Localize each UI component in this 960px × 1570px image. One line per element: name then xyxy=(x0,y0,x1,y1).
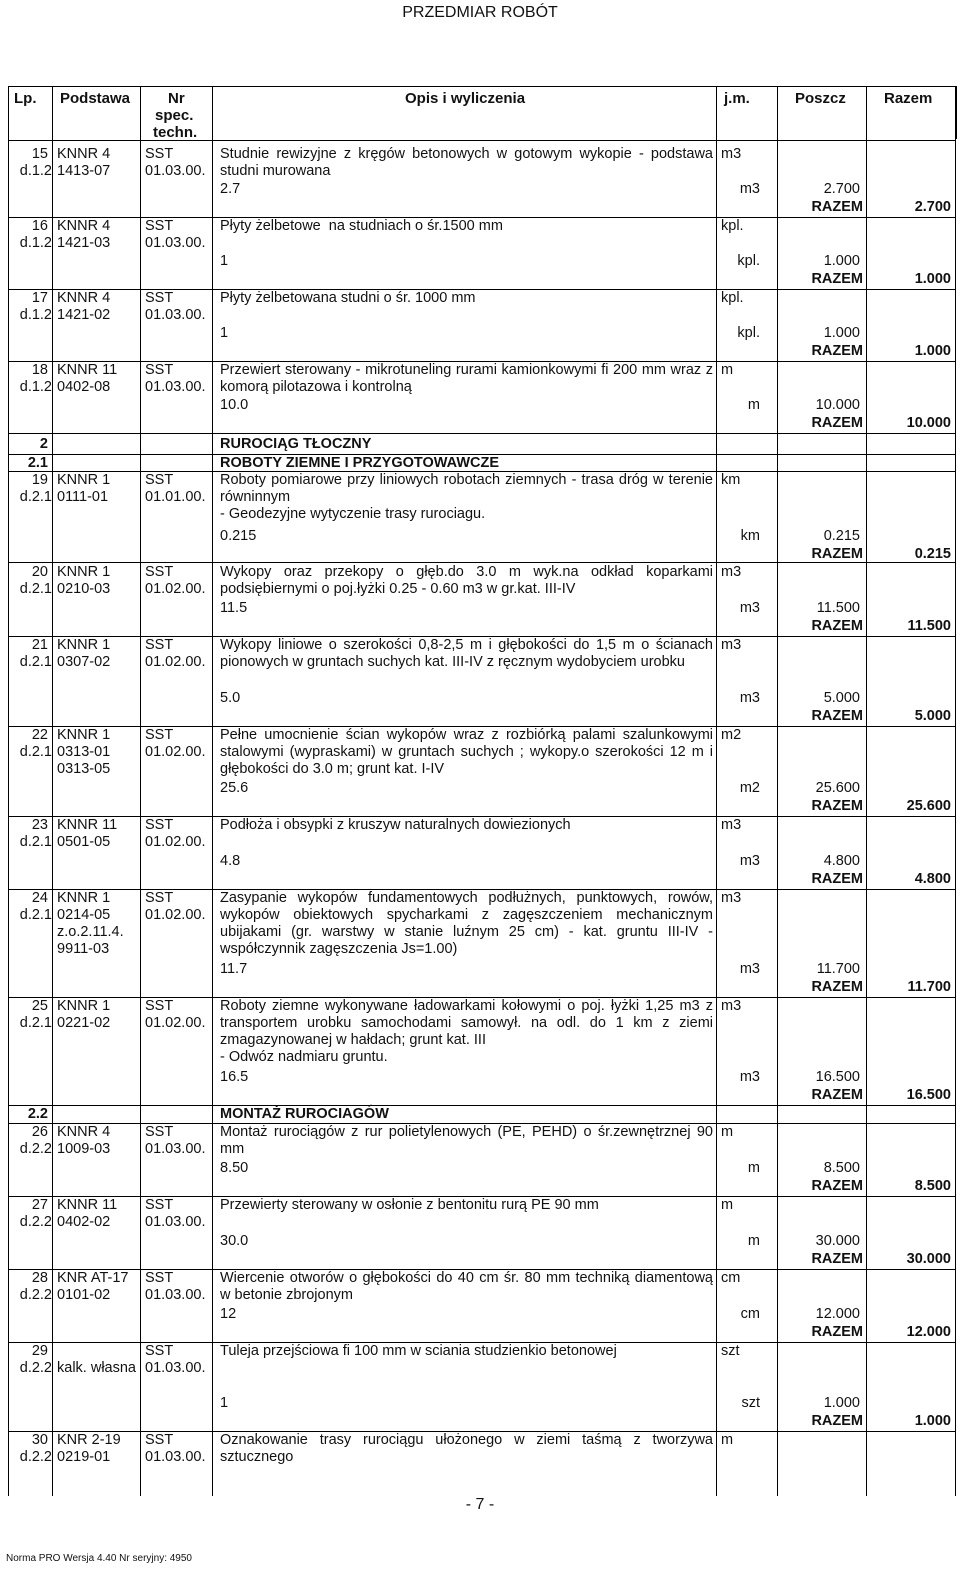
basis-catalog: KNNR 1 xyxy=(57,564,111,580)
item-unit: m3 xyxy=(721,564,742,580)
razem-value: 11.500 xyxy=(907,618,951,634)
quantity-value: 1.000 xyxy=(823,325,860,341)
quantity-value: 2.700 xyxy=(823,181,860,197)
spec-code: SST xyxy=(145,637,174,653)
item-description: Przewiert sterowany - mikrotuneling rurami kamionkowymi fi 200 mm wraz z komorą pilotazowa i kontrolną xyxy=(220,362,718,395)
spec-code: SST xyxy=(145,146,174,162)
razem-label: RAZEM xyxy=(811,271,863,287)
razem-label: RAZEM xyxy=(811,1087,863,1103)
razem-value: 4.800 xyxy=(914,871,951,887)
calc-expression: 11.5 xyxy=(220,600,248,616)
quantity-value: 12.000 xyxy=(815,1306,860,1322)
basis-catalog: KNNR 1 xyxy=(57,890,111,906)
item-description: Wiercenie otworów o głębokości do 40 cm śr. 80 mm techniką diamentową w betonie zbrojonym xyxy=(220,1270,718,1303)
col-nr-2: spec. xyxy=(155,107,194,124)
calc-unit: m xyxy=(747,397,760,413)
col-opis: Opis i wyliczenia xyxy=(405,90,526,107)
item-number: 28 xyxy=(31,1270,48,1286)
calc-unit: m3 xyxy=(739,600,760,616)
item-unit: szt xyxy=(721,1343,740,1359)
col-jm: j.m. xyxy=(724,90,750,107)
calc-unit: kpl. xyxy=(737,253,760,269)
calc-unit: m3 xyxy=(739,690,760,706)
page-header-title: PRZEDMIAR ROBÓT xyxy=(402,4,558,21)
calc-expression: 10.0 xyxy=(220,397,249,413)
basis-code: kalk. własna xyxy=(57,1360,136,1376)
item-unit: kpl. xyxy=(721,218,744,234)
calc-expression: 25.6 xyxy=(220,780,249,796)
item-description: Studnie rewizyjne z kręgów betonowych w gotowym wykopie - podstawa studni murowana xyxy=(220,146,718,179)
basis-code: 0214-05 xyxy=(57,907,111,923)
item-unit: m2 xyxy=(721,727,742,743)
basis-code: 0111-01 xyxy=(57,489,109,505)
item-number: 29 xyxy=(31,1343,48,1359)
spec-number: 01.03.00. xyxy=(145,235,206,251)
spec-code: SST xyxy=(145,472,174,488)
quantity-value: 25.600 xyxy=(815,780,860,796)
item-number: 25 xyxy=(31,998,48,1014)
razem-label: RAZEM xyxy=(811,798,863,814)
software-footer: Norma PRO Wersja 4.40 Nr seryjny: 4950 xyxy=(6,1553,192,1564)
section-number: 2 xyxy=(39,436,48,452)
basis-catalog: KNR 2-19 xyxy=(57,1432,121,1448)
spec-code: SST xyxy=(145,817,174,833)
spec-number: 01.02.00. xyxy=(145,581,206,597)
quantity-value: 8.500 xyxy=(823,1160,860,1176)
quantity-value: 4.800 xyxy=(823,853,860,869)
item-section-ref: d.1.2 xyxy=(19,379,52,395)
row-divider xyxy=(8,1123,956,1124)
item-section-ref: d.2.2 xyxy=(19,1449,52,1465)
quantity-value: 16.500 xyxy=(815,1069,860,1085)
razem-value: 16.500 xyxy=(906,1087,951,1103)
calc-unit: szt xyxy=(741,1395,760,1411)
quantity-value: 0.215 xyxy=(823,528,860,544)
spec-code: SST xyxy=(145,1197,174,1213)
grid-line xyxy=(955,86,956,1496)
col-nr-1: Nr xyxy=(168,90,185,107)
razem-value: 1.000 xyxy=(914,1413,951,1429)
item-section-ref: d.2.2 xyxy=(19,1287,52,1303)
section-title: ROBOTY ZIEMNE I PRZYGOTOWAWCZE xyxy=(220,455,500,471)
razem-label: RAZEM xyxy=(811,708,863,724)
calc-expression: 8.50 xyxy=(220,1160,249,1176)
spec-code: SST xyxy=(145,890,174,906)
item-section-ref: d.2.1 xyxy=(19,489,52,505)
section-number: 2.1 xyxy=(27,455,48,471)
item-description: Podłoża i obsypki z kruszyw naturalnych dowiezionych xyxy=(220,817,571,833)
item-description: Montaż rurociągów z rur polietylenowych (PE, PEHD) o śr.zewnętrznej 90 mm xyxy=(220,1124,718,1157)
razem-label: RAZEM xyxy=(811,618,863,634)
calc-unit: m xyxy=(747,1233,760,1249)
basis-code: 1421-03 xyxy=(57,235,111,251)
quantity-value: 10.000 xyxy=(815,397,860,413)
calc-expression: 5.0 xyxy=(220,690,241,706)
item-description: Pełne umocnienie ścian wykopów wraz z rozbiórką palami szalunkowymi stalowymi (wypraskami) w gruntach suchych ; wykopy.o szerokości 12 m i głębokości do 3.0 m; grunt kat. I-IV xyxy=(220,727,718,777)
calc-expression: 12 xyxy=(220,1306,237,1322)
basis-catalog: KNNR 4 xyxy=(57,146,111,162)
row-divider xyxy=(8,471,956,472)
spec-number: 01.02.00. xyxy=(145,907,206,923)
item-unit: m3 xyxy=(721,817,742,833)
razem-value: 1.000 xyxy=(914,271,951,287)
razem-label: RAZEM xyxy=(811,415,863,431)
spec-code: SST xyxy=(145,218,174,234)
razem-value: 5.000 xyxy=(914,708,951,724)
item-unit: m3 xyxy=(721,637,742,653)
item-description: Roboty ziemne wykonywane ładowarkami kołowymi o poj. łyżki 1,25 m3 z transportem urobku samochodami samowył. na odl. do 1 km z ziemi zmagazynowanej w hałdach; grunt kat. III - Odwóz nadmiaru gruntu. xyxy=(220,998,713,1065)
quantity-value: 30.000 xyxy=(815,1233,860,1249)
basis-catalog: KNNR 4 xyxy=(57,218,111,234)
basis-catalog: KNNR 11 xyxy=(57,1197,118,1213)
razem-value: 11.700 xyxy=(907,979,951,995)
spec-code: SST xyxy=(145,1270,174,1286)
calc-unit: m3 xyxy=(739,1069,760,1085)
col-razem: Razem xyxy=(884,90,933,107)
section-number: 2.2 xyxy=(27,1106,48,1122)
razem-label: RAZEM xyxy=(811,1251,863,1267)
col-nr-3: techn. xyxy=(153,124,198,141)
item-number: 23 xyxy=(31,817,48,833)
item-description: Przewierty sterowany w osłonie z bentonitu rurą PE 90 mm xyxy=(220,1197,599,1213)
razem-value: 25.600 xyxy=(906,798,951,814)
item-section-ref: d.2.2 xyxy=(19,1141,52,1157)
spec-code: SST xyxy=(145,1124,174,1140)
basis-code: 1009-03 xyxy=(57,1141,111,1157)
item-number: 19 xyxy=(31,472,48,488)
basis-catalog: KNNR 11 xyxy=(57,362,118,378)
razem-value: 12.000 xyxy=(906,1324,951,1340)
razem-label: RAZEM xyxy=(811,979,863,995)
razem-value: 10.000 xyxy=(906,415,951,431)
razem-label: RAZEM xyxy=(811,1413,863,1429)
item-section-ref: d.2.1 xyxy=(19,834,52,850)
item-section-ref: d.1.2 xyxy=(19,307,52,323)
calc-unit: m3 xyxy=(739,853,760,869)
item-section-ref: d.1.2 xyxy=(19,235,52,251)
col-poszcz: Poszcz xyxy=(795,90,846,107)
spec-number: 01.02.00. xyxy=(145,654,206,670)
basis-code: 0313-01 xyxy=(57,744,111,760)
basis-code: 1413-07 xyxy=(57,163,111,179)
item-unit: m xyxy=(721,362,734,378)
razem-value: 30.000 xyxy=(906,1251,951,1267)
item-number: 26 xyxy=(31,1124,48,1140)
basis-catalog: KNNR 1 xyxy=(57,727,111,743)
spec-code: SST xyxy=(145,290,174,306)
calc-expression: 16.5 xyxy=(220,1069,249,1085)
item-section-ref: d.2.2 xyxy=(19,1360,52,1376)
item-section-ref: d.2.1 xyxy=(19,581,52,597)
basis-code-extra: 9911-03 xyxy=(57,941,110,957)
razem-value: 8.500 xyxy=(914,1178,951,1194)
section-title: MONTAŻ RUROCIAGÓW xyxy=(220,1106,389,1122)
basis-code: 0210-03 xyxy=(57,581,111,597)
item-number: 17 xyxy=(31,290,48,306)
spec-number: 01.03.00. xyxy=(145,379,206,395)
row-divider xyxy=(8,562,956,563)
spec-number: 01.02.00. xyxy=(145,744,206,760)
basis-catalog: KNNR 1 xyxy=(57,472,111,488)
item-number: 16 xyxy=(31,218,48,234)
page-number: - 7 - xyxy=(465,1496,495,1513)
razem-label: RAZEM xyxy=(811,1324,863,1340)
basis-code: 0221-02 xyxy=(57,1015,111,1031)
razem-label: RAZEM xyxy=(811,199,863,215)
spec-number: 01.02.00. xyxy=(145,1015,206,1031)
item-number: 20 xyxy=(31,564,48,580)
quantity-value: 1.000 xyxy=(823,1395,860,1411)
item-section-ref: d.2.2 xyxy=(19,1214,52,1230)
spec-number: 01.03.00. xyxy=(145,1287,206,1303)
item-section-ref: d.1.2 xyxy=(19,163,52,179)
spec-number: 01.03.00. xyxy=(145,1360,206,1376)
grid-line xyxy=(52,86,53,1496)
razem-value: 0.215 xyxy=(914,546,951,562)
item-description: Płyty żelbetowana studni o śr. 1000 mm xyxy=(220,290,476,306)
item-number: 24 xyxy=(31,890,48,906)
grid-line xyxy=(212,86,213,1496)
calc-expression: 11.7 xyxy=(220,961,248,977)
basis-catalog: KNNR 1 xyxy=(57,998,111,1014)
item-section-ref: d.2.1 xyxy=(19,1015,52,1031)
item-unit: m xyxy=(721,1124,734,1140)
basis-catalog: KNR AT-17 xyxy=(57,1270,129,1286)
spec-number: 01.03.00. xyxy=(145,163,206,179)
basis-code: 0402-02 xyxy=(57,1214,111,1230)
item-unit: km xyxy=(721,472,741,488)
basis-code: 0501-05 xyxy=(57,834,111,850)
basis-code: 0402-08 xyxy=(57,379,111,395)
calc-expression: 1 xyxy=(220,1395,229,1411)
razem-label: RAZEM xyxy=(811,1178,863,1194)
item-unit: m xyxy=(721,1197,734,1213)
basis-catalog: KNNR 11 xyxy=(57,817,118,833)
item-section-ref: d.2.1 xyxy=(19,744,52,760)
spec-code: SST xyxy=(145,998,174,1014)
calc-expression: 1 xyxy=(220,253,229,269)
section-title: RUROCIĄG TŁOCZNY xyxy=(220,436,372,452)
item-description: Wykopy liniowe o szerokości 0,8-2,5 m i głębokości do 1,5 m o ścianach pionowych w gruntach suchych kat. III-IV z ręcznym wydobyciem urobku xyxy=(220,637,718,670)
spec-number: 01.01.00. xyxy=(145,489,206,505)
basis-code: 0101-02 xyxy=(57,1287,111,1303)
basis-catalog: KNNR 4 xyxy=(57,290,111,306)
item-unit: m3 xyxy=(721,998,742,1014)
item-description: Wykopy oraz przekopy o głęb.do 3.0 m wyk.na odkład koparkami podsiębiernymi o poj.łyżki 0.25 - 0.60 m3 w gr.kat. III-IV xyxy=(220,564,718,597)
razem-value: 2.700 xyxy=(914,199,951,215)
spec-number: 01.03.00. xyxy=(145,1141,206,1157)
calc-unit: m2 xyxy=(739,780,760,796)
razem-label: RAZEM xyxy=(811,343,863,359)
spec-number: 01.03.00. xyxy=(145,1449,206,1465)
item-description: Zasypanie wykopów fundamentowych podłużnych, punktowych, rowów, wykopów obiektowych spycharkami z zagęszczeniem mechanicznym ubijakami (gr. warstwy w stanie luźnym 25 cm) - kat. gruntu III-IV - współczynnik zagęszczenia Js=1.00) xyxy=(220,890,718,957)
quantity-value: 1.000 xyxy=(823,253,860,269)
quantity-value: 5.000 xyxy=(823,690,860,706)
item-description: Oznakowanie trasy rurociągu ułożonego w ziemi taśmą z tworzywa sztucznego xyxy=(220,1432,718,1465)
spec-code: SST xyxy=(145,1343,174,1359)
calc-expression: 2.7 xyxy=(220,181,241,197)
basis-code: 0307-02 xyxy=(57,654,111,670)
spec-number: 01.02.00. xyxy=(145,834,206,850)
basis-catalog: KNNR 1 xyxy=(57,637,111,653)
grid-line xyxy=(140,86,141,1496)
grid-line xyxy=(866,86,867,1496)
item-number: 15 xyxy=(31,146,48,162)
item-unit: m3 xyxy=(721,146,742,162)
col-podstawa: Podstawa xyxy=(60,90,131,107)
row-divider xyxy=(8,140,956,141)
quantity-value: 11.700 xyxy=(816,961,860,977)
razem-label: RAZEM xyxy=(811,871,863,887)
calc-expression: 30.0 xyxy=(220,1233,249,1249)
row-divider xyxy=(8,433,956,434)
spec-code: SST xyxy=(145,564,174,580)
item-section-ref: d.2.1 xyxy=(19,907,52,923)
calc-unit: km xyxy=(740,528,760,544)
basis-code-extra: z.o.2.11.4. xyxy=(57,924,124,940)
item-unit: kpl. xyxy=(721,290,744,306)
spec-number: 01.03.00. xyxy=(145,1214,206,1230)
item-unit: m xyxy=(721,1432,734,1448)
razem-value: 1.000 xyxy=(914,343,951,359)
spec-code: SST xyxy=(145,362,174,378)
item-number: 18 xyxy=(31,362,48,378)
calc-expression: 1 xyxy=(220,325,229,341)
basis-code: 1421-02 xyxy=(57,307,111,323)
item-section-ref: d.2.1 xyxy=(19,654,52,670)
calc-unit: m3 xyxy=(739,961,760,977)
item-description: Tuleja przejściowa fi 100 mm w sciania studzienkio betonowej xyxy=(220,1343,617,1359)
calc-unit: m3 xyxy=(739,181,760,197)
quantity-value: 11.500 xyxy=(816,600,860,616)
basis-catalog: KNNR 4 xyxy=(57,1124,111,1140)
item-number: 30 xyxy=(31,1432,48,1448)
razem-label: RAZEM xyxy=(811,546,863,562)
spec-number: 01.03.00. xyxy=(145,307,206,323)
item-number: 22 xyxy=(31,727,48,743)
item-unit: m3 xyxy=(721,890,742,906)
item-description: Płyty żelbetowe na studniach o śr.1500 mm xyxy=(220,218,503,234)
item-number: 21 xyxy=(31,637,48,653)
basis-code: 0219-01 xyxy=(57,1449,111,1465)
spec-code: SST xyxy=(145,727,174,743)
calc-unit: cm xyxy=(740,1306,760,1322)
calc-expression: 0.215 xyxy=(220,528,257,544)
col-lp: Lp. xyxy=(14,90,37,107)
item-unit: cm xyxy=(721,1270,741,1286)
calc-expression: 4.8 xyxy=(220,853,241,869)
spec-code: SST xyxy=(145,1432,174,1448)
item-number: 27 xyxy=(31,1197,48,1213)
item-description: Roboty pomiarowe przy liniowych robotach ziemnych - trasa dróg w terenie równinnym - Geodezyjne wytyczenie trasy rurociagu. xyxy=(220,472,713,522)
row-divider xyxy=(8,1105,956,1106)
basis-code-extra: 0313-05 xyxy=(57,761,111,777)
calc-unit: m xyxy=(747,1160,760,1176)
calc-unit: kpl. xyxy=(737,325,760,341)
